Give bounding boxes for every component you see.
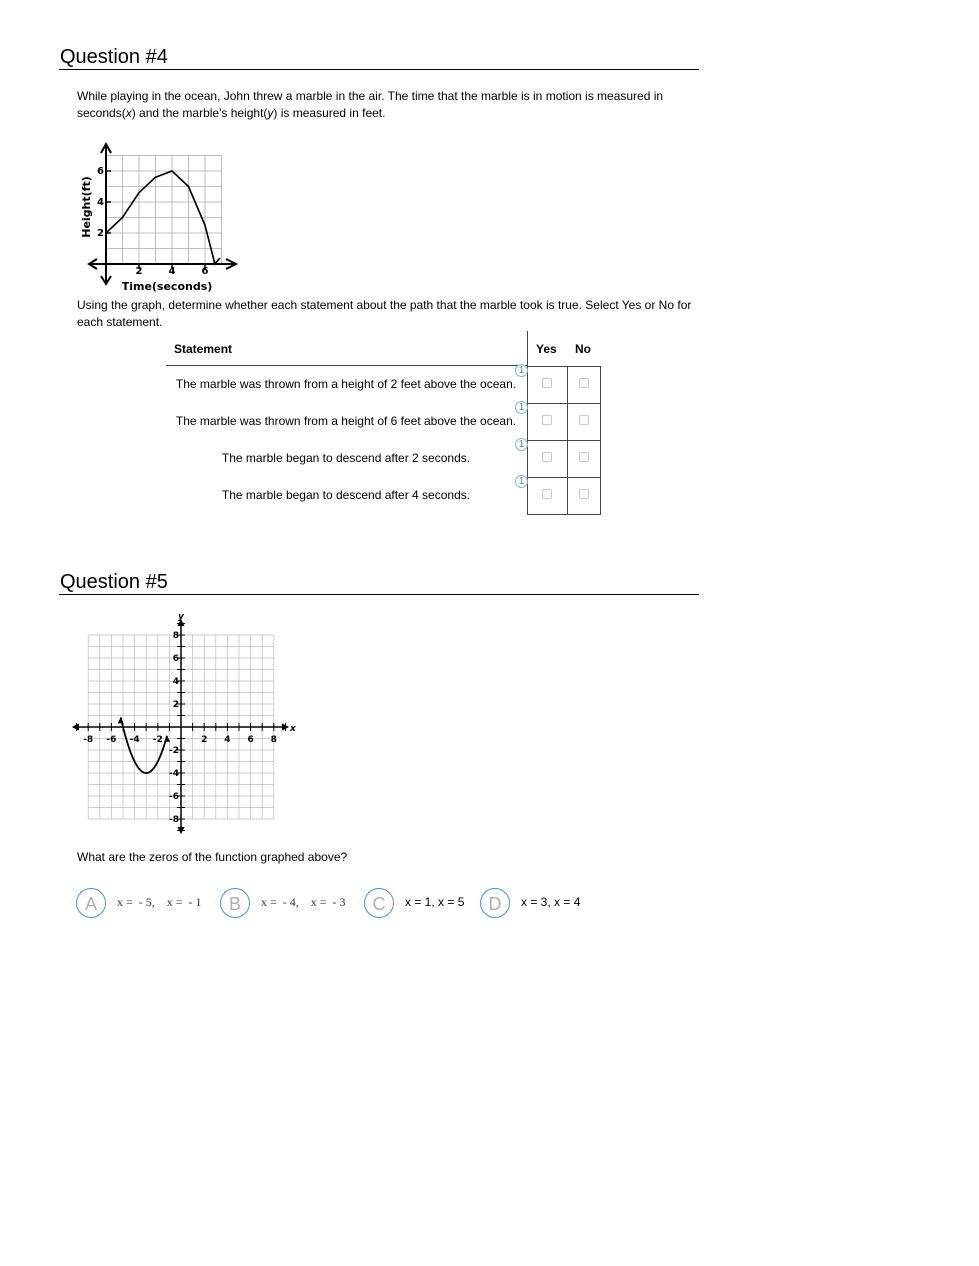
chart2-y-tick-label: -4	[169, 769, 179, 779]
header-statement: Statement	[174, 342, 233, 356]
question-5-title: Question #5	[60, 571, 168, 593]
choice-d-letter: D	[480, 888, 510, 918]
chart2-x-axis-label: x	[290, 724, 296, 734]
choice-b-text: x = - 4, x = - 3	[261, 895, 346, 909]
intro-text-a: While playing in the ocean, John threw a marble in the air. The time that the marble is in motion is measured in seconds(	[77, 89, 664, 120]
choice-a-text: x = - 5, x = - 1	[117, 895, 202, 909]
question-4-title: Question #4	[60, 46, 168, 68]
row-1-badge: 1	[515, 364, 528, 377]
chart1-x-tick-label: 2	[135, 266, 143, 277]
chart1-y-tick-label: 2	[97, 228, 104, 239]
chart2-x-tick-label: 4	[224, 735, 231, 745]
chart2-y-tick-label: -2	[169, 746, 179, 756]
choice-a[interactable]	[76, 888, 216, 920]
header-no: No	[575, 342, 591, 356]
chart2-x-tick-label: 8	[270, 735, 277, 745]
statement-1: The marble was thrown from a height of 2 feet above the ocean.	[175, 377, 517, 391]
choice-d-text: x = 3, x = 4	[521, 895, 581, 909]
choice-a-letter: A	[76, 888, 106, 918]
chart1-y-tick-label: 4	[97, 197, 104, 208]
chart2-x-arrow-left	[73, 724, 79, 730]
row-3-badge: 1	[515, 438, 528, 451]
chart2-y-tick-label: 6	[172, 654, 179, 664]
choice-c-letter: C	[364, 888, 394, 918]
row-2-badge: 1	[515, 401, 528, 414]
chart2-y-tick-label: -6	[169, 792, 179, 802]
chart2-x-tick-label: 2	[201, 735, 208, 745]
question-4-prompt: Using the graph, determine whether each statement about the path that the marble took is true. Select Yes or No for each statement.	[77, 298, 692, 329]
chart1-x-tick-label: 6	[201, 266, 209, 277]
statement-4: The marble began to descend after 4 seconds.	[221, 488, 471, 502]
chart2-y-tick-label: -8	[169, 815, 179, 825]
statement-2: The marble was thrown from a height of 6 feet above the ocean.	[175, 414, 517, 428]
chart2-y-tick-label: 4	[172, 677, 179, 687]
choice-b[interactable]	[220, 888, 360, 920]
chart2-series-parabola	[121, 717, 167, 773]
statement-3: The marble began to descend after 2 seconds.	[221, 451, 471, 465]
choice-c-text: x = 1, x = 5	[405, 895, 465, 909]
chart1-x-tick-label: 4	[168, 266, 176, 277]
chart2-axes	[73, 620, 288, 833]
header-yes: Yes	[536, 342, 557, 356]
chart2-y-tick-label: 8	[172, 631, 179, 641]
chart2-x-tick-label: -6	[106, 735, 117, 745]
chart2-y-tick-label: 2	[172, 700, 179, 710]
choice-b-letter: B	[220, 888, 250, 918]
intro-text-b: ) and the marble's height(	[131, 106, 268, 120]
chart1-y-axis-label: Height(ft)	[80, 176, 93, 238]
chart2-x-tick-label: -2	[152, 735, 163, 745]
choice-d[interactable]	[480, 888, 592, 920]
choice-c[interactable]	[364, 888, 476, 920]
question-5-prompt: What are the zeros of the function graphed above?	[77, 850, 348, 864]
chart2-y-axis-label: y	[178, 612, 184, 622]
row-4-badge: 1	[515, 475, 528, 488]
chart2-x-tick-label: 6	[247, 735, 254, 745]
intro-var-y: y	[267, 106, 274, 120]
chart2-x-tick-label: -8	[83, 735, 94, 745]
intro-var-x: x	[125, 106, 132, 120]
chart1-x-axis-label: Time(seconds)	[121, 280, 213, 293]
chart1-y-tick-label: 6	[97, 166, 104, 177]
chart2-x-tick-label: -4	[129, 735, 140, 745]
intro-text-c: ) is measured in feet.	[273, 106, 386, 120]
